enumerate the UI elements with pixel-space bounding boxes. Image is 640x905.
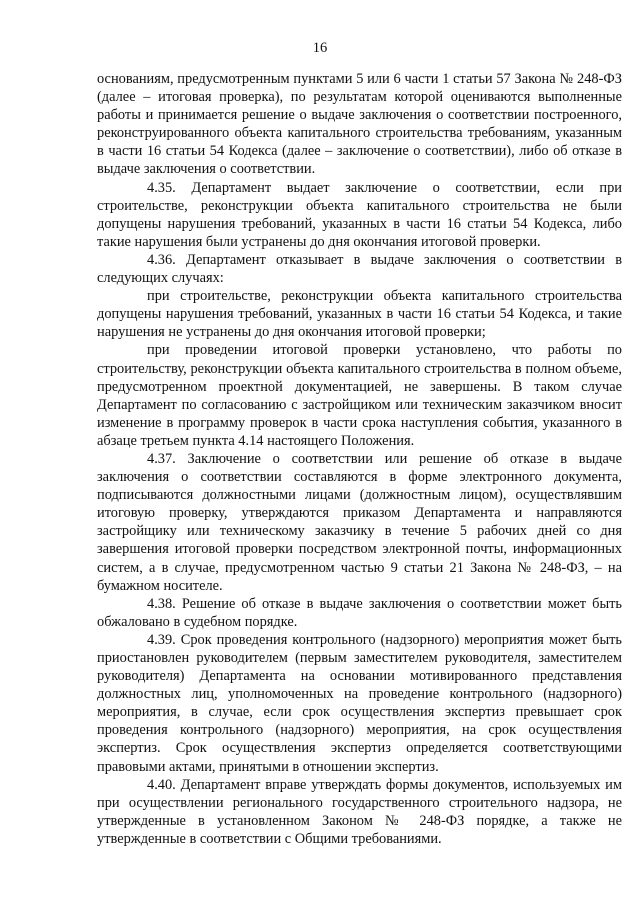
paragraph-4-35: 4.35. Департамент выдает заключение о соответствии, если при строительстве, реконструкции объекта капитального строительства не были допущены нарушения требований, указанных в части 16 статьи 54 Кодекса, либо такие нарушения были устранены до дня окончания итоговой проверки. — [97, 179, 622, 250]
paragraph-4-38: 4.38. Решение об отказе в выдаче заключения о соответствии может быть обжаловано в судебном порядке. — [97, 595, 622, 630]
paragraph-4-36-case-2: при проведении итоговой проверки установлено, что работы по строительству, реконструкции объекта капитального строительства в полном объеме, предусмотренном проектной документацией, не завершены. В таком случае Департамент по согласованию с застройщиком или техническим заказчиком вносит изменение в программу проверок в части срока наступления события, указанного в абзаце третьем пункта 4.14 настоящего Положения. — [97, 342, 622, 449]
paragraph-4-37: 4.37. Заключение о соответствии или решение об отказе в выдаче заключения о соответствии составляются в форме электронного документа, подписываются должностными лицами (должностным лицом), осуществлявшим итоговую проверку, утверждаются приказом Департамента и направляются застройщику или техническому заказчику в течение 5 рабочих дней со дня завершения итоговой проверки посредством электронной почты, информационных систем, а в случае, предусмотренном частью 9 статьи 21 Закона № 248-ФЗ, – на бумажном носителе. — [97, 450, 622, 594]
paragraph-4-36-case-1: при строительстве, реконструкции объекта капитального строительства допущены нарушения требований, указанных в части 16 статьи 54 Кодекса, и такие нарушения не устранены до дня окончания итоговой проверки; — [97, 288, 622, 341]
paragraph-4-39: 4.39. Срок проведения контрольного (надзорного) мероприятия может быть приостановлен руководителем (первым заместителем руководителя, заместителем руководителя) Департамента на основании мотивированного представления должностных лиц, уполномоченных на проведение контрольного (надзорного) мероприятия, в случае, если срок осуществления экспертиз превышает срок проведения контрольного (надзорного) мероприятия, на срок осуществления экспертиз. Срок осуществления экспертиз определяется соответствующими правовыми актами, принятыми в отношении экспертиз. — [97, 631, 622, 775]
paragraph-4-40: 4.40. Департамент вправе утверждать формы документов, используемых им при осуществлении регионального государственного строительного надзора, не утвержденные в установленном Законом № 248-ФЗ порядке, а также не утвержденные в соответствии с Общими требованиями. — [97, 776, 622, 847]
paragraph-4-36: 4.36. Департамент отказывает в выдаче заключения о соответствии в следующих случаях: — [97, 251, 622, 287]
page-number: 16 — [312, 40, 328, 56]
paragraph-continuation: основаниям, предусмотренным пунктами 5 или 6 части 1 статьи 57 Закона № 248-ФЗ (далее – итоговая проверка), по результатам которой оцениваются выполненные работы и принимается решение о выдаче заключения о соответствии построенного, реконструированного объекта капитального строительства требованиям, указанным в части 16 статьи 54 Кодекса (далее – заключение о соответствии), либо об отказе в выдаче заключения о соответствии. — [97, 71, 622, 178]
document-body — [97, 70, 622, 848]
